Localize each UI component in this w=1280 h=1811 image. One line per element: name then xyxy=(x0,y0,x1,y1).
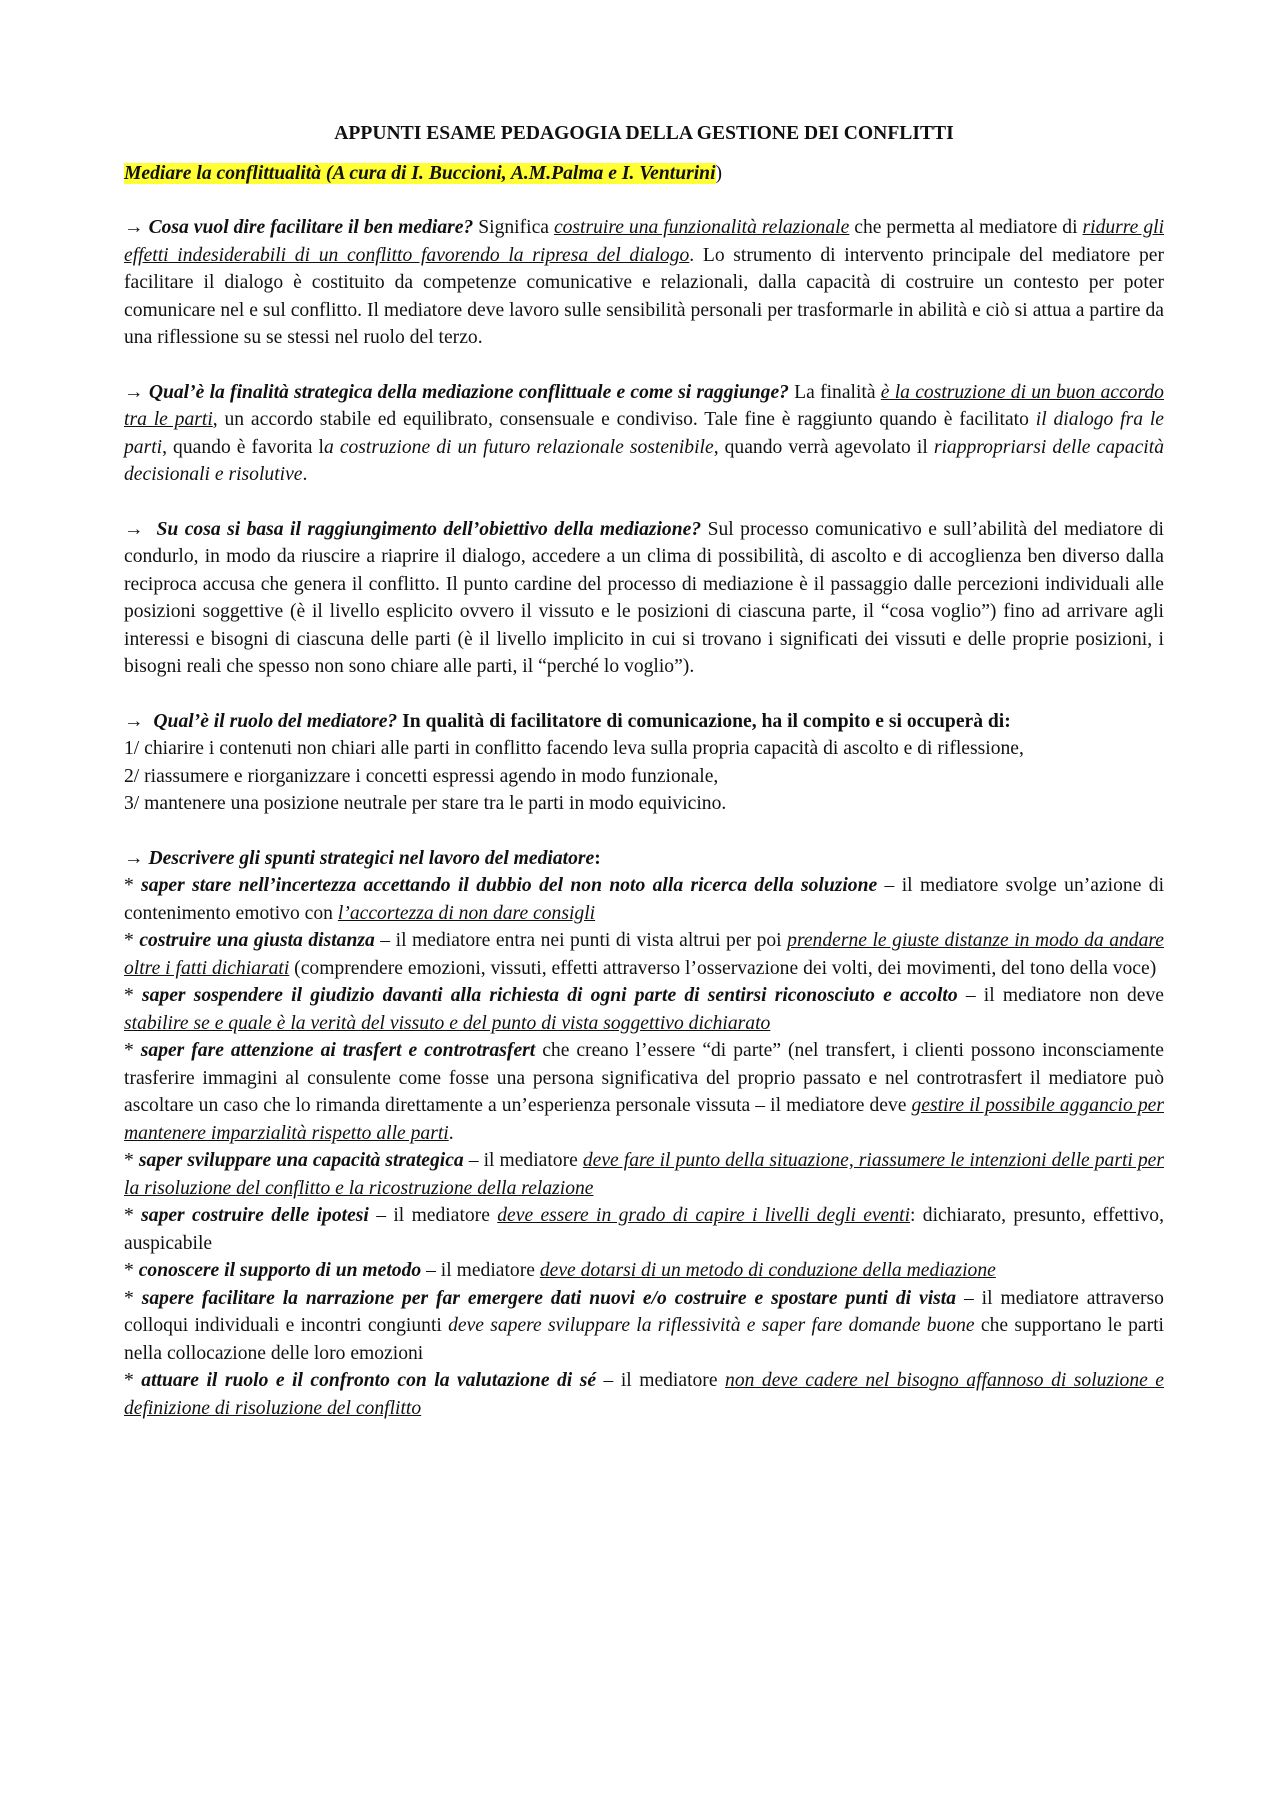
list-item xyxy=(124,1037,1164,1147)
arrow-icon: → xyxy=(124,217,144,238)
bullet-star: * xyxy=(124,875,142,896)
bullet-star: * xyxy=(124,1260,139,1281)
arrow-icon: → xyxy=(124,381,144,403)
italic-text: deve sapere sviluppare la riflessività e saper fare domande buone xyxy=(448,1315,975,1336)
italic-text: a costruzione di un futuro relazionale sostenibile xyxy=(323,436,714,458)
bullet-star: * xyxy=(124,1040,141,1061)
colon: : xyxy=(594,847,601,869)
text: Significa xyxy=(473,217,554,238)
list-item xyxy=(124,927,1164,982)
bold-italic-text: saper sospendere il giudizio davanti alla richiesta di ogni parte di sentirsi riconosciuto e accolto xyxy=(141,985,958,1006)
list-item: 2/ riassumere e riorganizzare i concetti espressi agendo in modo funzionale, xyxy=(124,765,719,787)
bold-italic-text: saper fare attenzione ai trasfert e controtrasfert xyxy=(140,1040,536,1061)
bullet-star: * xyxy=(124,985,142,1006)
text: – il mediatore entra nei punti di vista altrui per poi xyxy=(374,930,788,951)
list-item xyxy=(124,1257,1164,1285)
bold-text: In qualità di facilitatore di comunicazione, ha il compito e si occuperà di: xyxy=(397,710,1011,732)
section-spunti xyxy=(124,845,1164,1423)
list-item xyxy=(124,1367,1164,1422)
bullet-star: * xyxy=(124,1287,142,1309)
bullet-star: * xyxy=(124,930,140,951)
spunti-heading xyxy=(124,845,1164,873)
list-item xyxy=(124,1202,1164,1257)
bold-italic-text: sapere facilitare la narrazione per far emergere dati nuovi e/o costruire e spostare punti di vista xyxy=(141,1287,957,1309)
bold-italic-text: conoscere il supporto di un metodo xyxy=(138,1260,422,1281)
text: . xyxy=(448,1122,454,1144)
underlined-text: ridurre gli effetti indesiderabili di un conflitto favorendo la ripresa del dialogo xyxy=(124,217,1165,266)
list-item: 3/ mantenere una posizione neutrale per stare tra le parti in modo equivicino. xyxy=(124,793,727,814)
text: che supportano le parti nella collocazione delle loro emozioni xyxy=(124,1315,1164,1364)
text: che creano l’essere “di parte” (nel transfert, i clienti possono inconsciamente trasferire immagini al consulente come fosse una persona significativa del proprio passato e nel controtrasfert il mediatore può ascoltare un caso che lo rimanda direttamente a un’esperienza personale vissuta – il mediatore deve xyxy=(124,1040,1164,1116)
text: – il mediatore xyxy=(463,1150,583,1171)
list-item xyxy=(124,872,1164,927)
text: , quando è favorita l xyxy=(162,436,324,458)
text: . Lo strumento di intervento principale del mediatore per facilitare il dialogo è costituito da competenze comunicative e relazionali, dalla capacità di costruire un contesto per poter comunicare nel e sul conflitto. Il mediatore deve lavoro sulle sensibilità personali per trasformarle in abilità e ciò si attua a partire da una riflessione su se stessi nel ruolo del terzo. xyxy=(124,244,1164,348)
bullet-star: * xyxy=(124,1150,139,1171)
list-item xyxy=(124,1285,1164,1368)
text: (comprendere emozioni, vissuti, effetti attraverso l’osservazione dei volti, dei movimenti, del tono della voce) xyxy=(289,957,1157,979)
text: – il mediatore xyxy=(421,1260,540,1281)
bold-italic-text: costruire una giusta distanza xyxy=(139,930,375,951)
text: La finalità xyxy=(788,381,881,403)
list-item xyxy=(124,982,1164,1037)
text: : dichiarato, presunto, effettivo, auspicabile xyxy=(124,1205,1165,1254)
arrow-icon: → xyxy=(124,518,144,540)
section-facilitare xyxy=(124,214,1164,352)
document-page xyxy=(124,120,1164,1422)
question: Descrivere gli spunti strategici nel lavoro del mediatore xyxy=(148,847,595,869)
section-finalita xyxy=(124,379,1164,489)
italic-text: il dialogo fra le parti xyxy=(124,409,1164,458)
bold-italic-text: attuare il ruolo e il confronto con la valutazione di sé xyxy=(141,1370,597,1391)
underlined-text: non deve cadere nel bisogno affannoso di soluzione e definizione di risoluzione del conflitto xyxy=(124,1370,1165,1419)
text: – il mediatore xyxy=(368,1205,498,1226)
section-obiettivo xyxy=(124,516,1164,681)
question: Su cosa si basa il raggiungimento dell’obiettivo della mediazione? xyxy=(156,518,702,540)
ruolo-intro xyxy=(124,708,1164,736)
text: Sul processo comunicativo e sull’abilità del mediatore di condurlo, in modo da riuscire a riaprire il dialogo, accedere a un clima di possibilità, di ascolto e di accoglienza ben diverso dalla reciproca accusa che genera il conflitto. Il punto cardine del processo di mediazione è il passaggio dalle percezioni individuali alle posizioni soggettive (è il livello esplicito ovvero il vissuto e le posizioni di ciascuna parte, il “cosa voglio”) fino ad arrivare agli interessi e bisogni di ciascuna delle parti (è il livello implicito in cui si trovano i significati dei vissuti e delle proprie posizioni, i bisogni reali che spesso non sono chiare alle parti, il “perché lo voglio”). xyxy=(124,518,1164,677)
underlined-text: deve fare il punto della situazione, riassumere le intenzioni delle parti per la risoluzione del conflitto e la ricostruzione della relazione xyxy=(124,1150,1164,1199)
arrow-icon: → xyxy=(124,710,144,732)
text: – il mediatore xyxy=(596,1370,726,1391)
highlighted-subtitle: Mediare la conflittualità (A cura di I. Buccioni, A.M.Palma e I. Venturini xyxy=(124,162,716,184)
text: – il mediatore non deve xyxy=(957,985,1164,1006)
text: – il mediatore attraverso colloqui individuali e incontri congiunti xyxy=(124,1287,1164,1336)
bold-italic-text: saper costruire delle ipotesi xyxy=(141,1205,369,1226)
document-subtitle xyxy=(124,160,1164,188)
underlined-text: deve dotarsi di un metodo di conduzione della mediazione xyxy=(539,1260,996,1281)
underlined-text: l’accortezza di non dare consigli xyxy=(337,902,596,924)
question: Qual’è la finalità strategica della mediazione conflittuale e come si raggiunge? xyxy=(148,381,789,403)
question: Cosa vuol dire facilitare il ben mediare? xyxy=(148,217,474,238)
underlined-text: prenderne le giuste distanze in modo da andare oltre i fatti dichiarati xyxy=(124,930,1164,979)
bullet-star: * xyxy=(124,1205,142,1226)
bold-italic-text: saper sviluppare una capacità strategica xyxy=(138,1150,464,1171)
underlined-text: stabilire se e quale è la verità del vissuto e del punto di vista soggettivo dichiarato xyxy=(124,1012,771,1034)
arrow-icon: → xyxy=(124,847,144,869)
section-ruolo xyxy=(124,708,1164,818)
text: , quando verrà agevolato il xyxy=(713,436,934,458)
list-item: 1/ chiarire i contenuti non chiari alle parti in conflitto facendo leva sulla propria capacità di ascolto e di riflessione, xyxy=(124,738,1024,759)
text: , un accordo stabile ed equilibrato, consensuale e condiviso. Tale fine è raggiunto quando è facilitato xyxy=(212,409,1036,430)
question: Qual’è il ruolo del mediatore? xyxy=(153,710,398,732)
document-title: APPUNTI ESAME PEDAGOGIA DELLA GESTIONE DEI CONFLITTI xyxy=(334,123,954,144)
bold-italic-text: saper stare nell’incertezza accettando il dubbio del non noto alla ricerca della soluzione xyxy=(141,875,878,896)
text: che permetta al mediatore di xyxy=(849,217,1083,238)
underlined-text: gestire il possibile aggancio per mantenere imparzialità rispetto alle parti xyxy=(124,1095,1164,1144)
subtitle-close: ) xyxy=(715,162,723,184)
text: – il mediatore svolge un’azione di contenimento emotivo con xyxy=(124,875,1165,924)
italic-text: riappropriarsi delle capacità decisionali e risolutive xyxy=(124,436,1164,485)
text: . xyxy=(302,464,308,485)
underlined-text: costruire una funzionalità relazionale xyxy=(553,217,850,238)
list-item xyxy=(124,1147,1164,1202)
underlined-text: è la costruzione di un buon accordo tra le parti xyxy=(124,381,1164,430)
bullet-star: * xyxy=(124,1370,142,1391)
underlined-text: deve essere in grado di capire i livelli degli eventi xyxy=(497,1205,911,1226)
